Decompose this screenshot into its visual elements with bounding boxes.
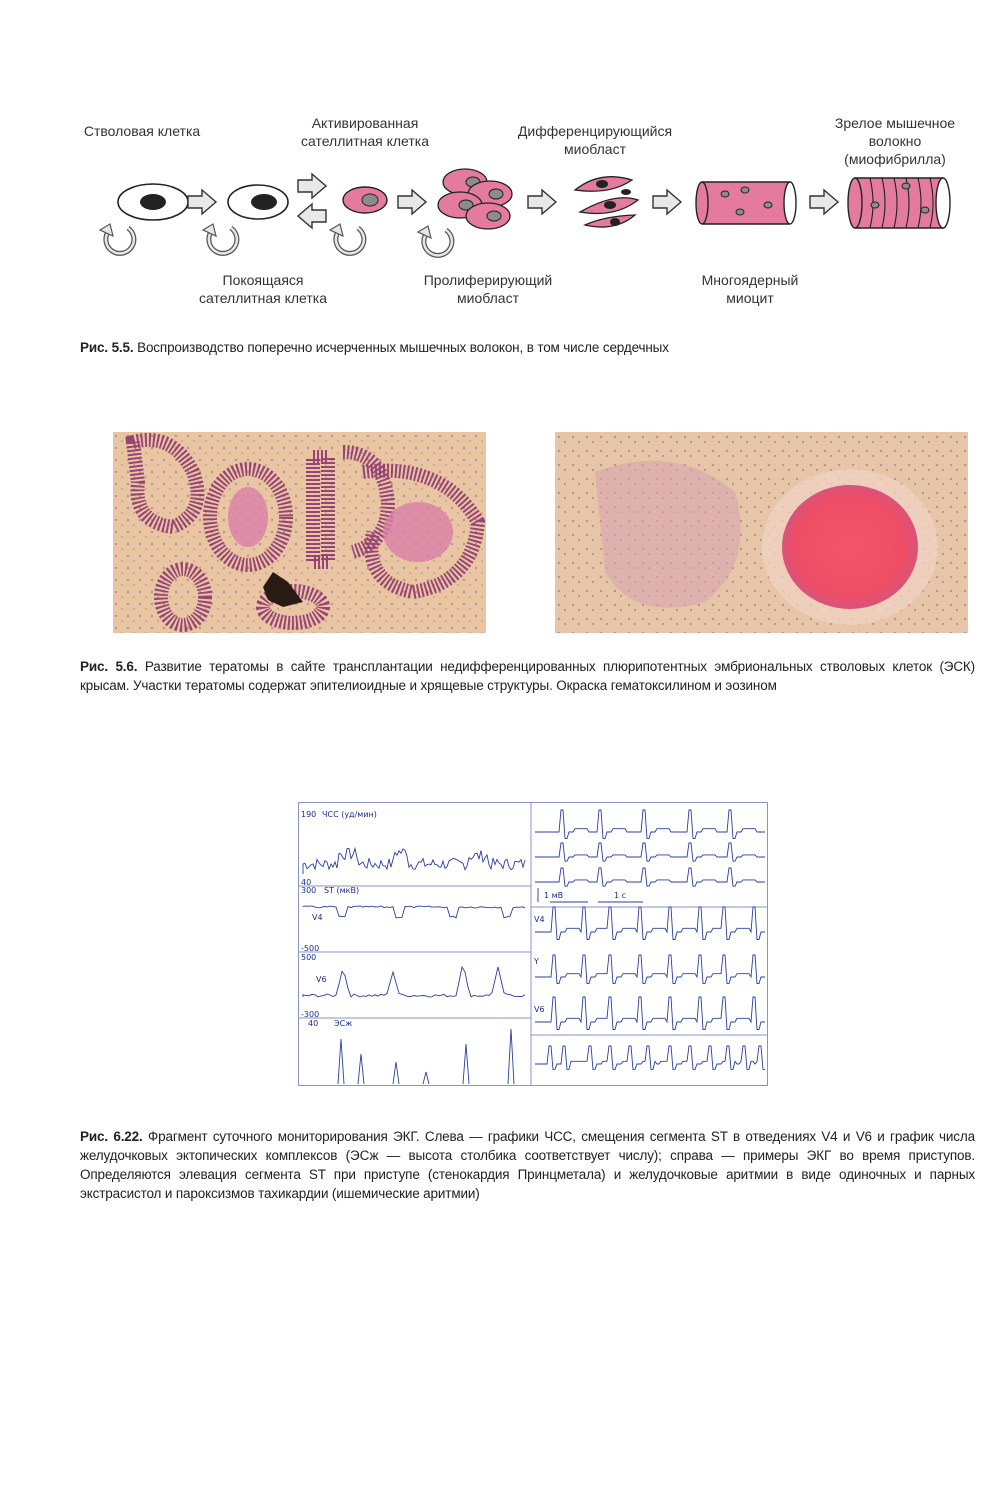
- st-top-value: 300: [301, 886, 317, 895]
- arrow-icon: [653, 190, 681, 214]
- mature-muscle-fiber-icon: [848, 178, 950, 228]
- ecg-monitoring-panel: [298, 802, 768, 1086]
- label-mature-fiber: Зрелое мышечное волокно (миофибрилла): [834, 115, 956, 167]
- label-stem-cell: Стволовая клетка: [83, 123, 201, 139]
- caption-text: Воспроизводство поперечно исчерченных мышечных волокон, в том числе сердечных: [137, 340, 669, 355]
- st-label: ST (мкВ): [324, 886, 360, 895]
- arrow-icon: [298, 204, 326, 228]
- resting-satellite-cell-icon: [228, 185, 288, 219]
- self-renewal-icon: [203, 224, 237, 253]
- arrow-icon: [528, 190, 556, 214]
- arrow-icon: [398, 190, 426, 214]
- differentiating-myoblast-icon: [575, 177, 638, 227]
- v6-label: V6: [316, 975, 327, 984]
- proliferating-myoblast-icon: [438, 169, 512, 229]
- arrow-icon: [298, 174, 326, 198]
- v4-bottom-value: -500: [301, 944, 320, 953]
- label-multinuclear-myocyte: Многоядерный миоцит: [701, 272, 799, 306]
- caption-text: Развитие тератомы в сайте трансплантации недифференцированных плюрипотентных эмбриональных стволовых клеток (ЭСК) крысам. Участки тератомы содержат эпителиоидные и хрящевые структуры. Окраска гематоксилином и эозином: [80, 659, 975, 693]
- label-activated-satellite: Активированная сателлитная клетка: [300, 115, 430, 149]
- caption-fig-5-6: [80, 657, 975, 695]
- hr-top-value: 190: [301, 810, 317, 819]
- self-renewal-icon: [100, 224, 134, 253]
- v6-bottom-value: -300: [301, 1010, 320, 1019]
- right-y-label: Y: [534, 957, 539, 966]
- arrow-icon: [810, 190, 838, 214]
- right-v4-label: V4: [534, 915, 545, 924]
- hr-bottom-value: 40: [301, 878, 312, 887]
- pvc-top-value: 40: [308, 1019, 319, 1028]
- label-proliferating-myoblast: Пролиферирующий миобласт: [423, 272, 553, 306]
- multinuclear-myocyte-icon: [696, 182, 796, 224]
- scale-sec-label: 1 с: [614, 891, 627, 900]
- caption-text: Фрагмент суточного мониторирования ЭКГ. Слева — графики ЧСС, смещения сегмента ST в отведениях V4 и V6 и график числа желудочковых эктопических комплексов (ЭСж — высота столбика соответствует числу); справа — примеры ЭКГ во время приступов. Определяются элевация сегмента ST при приступе (стенокардия Принцметала) и желудочковые аритмии в виде одиночных и парных экстрасистол и пароксизмов тахикардии (ишемические аритмии): [80, 1129, 975, 1201]
- label-resting-satellite: Покоящаяся сателлитная клетка: [198, 272, 328, 306]
- activated-satellite-cell-icon: [343, 187, 387, 213]
- scale-mv-label: 1 мВ: [544, 891, 564, 900]
- differentiation-diagram: [80, 160, 980, 270]
- caption-fig-5-5: [80, 338, 975, 357]
- right-v6-label: V6: [534, 1005, 545, 1014]
- stem-cell-icon: [118, 184, 188, 220]
- caption-number: Рис. 5.5.: [80, 340, 134, 355]
- caption-fig-6-22: [80, 1127, 975, 1203]
- self-renewal-icon: [418, 226, 452, 255]
- caption-number: Рис. 6.22.: [80, 1129, 143, 1144]
- arrow-icon: [188, 190, 216, 214]
- caption-number: Рис. 5.6.: [80, 659, 138, 674]
- micrograph-epithelioid: [113, 432, 486, 633]
- hr-label: ЧСС (уд/мин): [322, 810, 377, 819]
- v6-top-value: 500: [301, 953, 317, 962]
- self-renewal-icon: [330, 224, 364, 253]
- label-differentiating-myoblast: Дифференцирующийся миобласт: [517, 123, 673, 157]
- micrograph-cartilage: [555, 432, 968, 633]
- v4-label: V4: [312, 913, 323, 922]
- pvc-label: ЭСж: [334, 1019, 353, 1028]
